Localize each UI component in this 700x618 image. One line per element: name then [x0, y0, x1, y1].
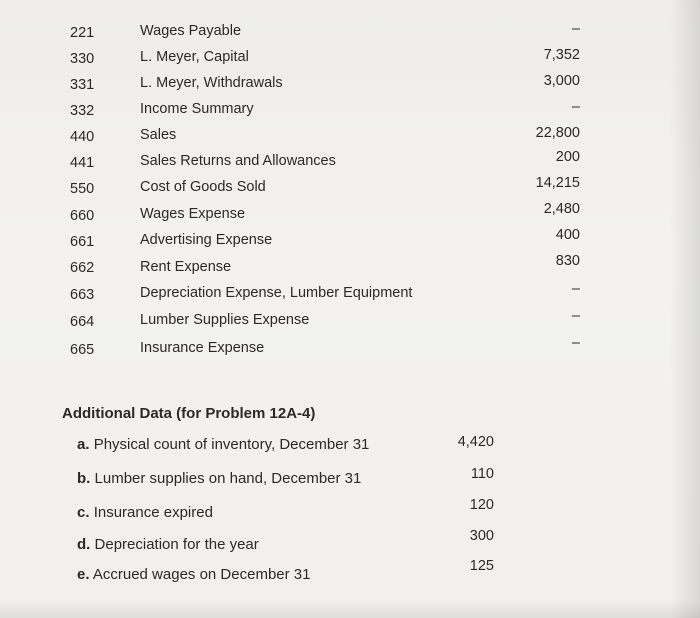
additional-item	[77, 436, 369, 453]
item-value: 125	[469, 558, 494, 574]
account-name: Cost of Goods Sold	[140, 179, 266, 195]
item-letter: a.	[77, 436, 90, 453]
item-text: Physical count of inventory, December 31	[93, 436, 370, 453]
account-number: 665	[70, 342, 95, 358]
account-name: Income Summary	[140, 101, 254, 117]
account-number: 441	[70, 155, 95, 171]
page-bottom-shadow	[0, 600, 700, 618]
account-name: L. Meyer, Withdrawals	[140, 75, 283, 91]
account-name: Advertising Expense	[140, 232, 273, 248]
item-letter: e.	[77, 566, 90, 583]
account-number: 550	[70, 181, 95, 197]
item-letter: c.	[77, 504, 90, 521]
additional-item	[77, 536, 259, 553]
account-name: Rent Expense	[140, 259, 232, 275]
account-amount: 7,352	[543, 47, 580, 63]
account-number: 661	[70, 234, 95, 250]
item-value: 120	[469, 497, 494, 513]
account-number: 221	[70, 25, 95, 41]
item-text: Insurance expired	[93, 504, 213, 521]
account-amount: –	[571, 281, 580, 297]
account-amount: –	[571, 335, 580, 351]
account-number: 440	[70, 129, 95, 145]
item-text: Lumber supplies on hand, December 31	[94, 470, 362, 487]
account-name: Lumber Supplies Expense	[140, 312, 310, 328]
account-name: L. Meyer, Capital	[140, 49, 249, 65]
account-number: 663	[70, 287, 95, 303]
account-number: 662	[70, 260, 95, 276]
account-number: 660	[70, 208, 95, 224]
page-shadow	[670, 0, 700, 618]
additional-item	[77, 470, 361, 487]
additional-data-heading: Additional Data (for Problem 12A-4)	[62, 405, 316, 422]
account-amount: 2,480	[543, 201, 580, 217]
item-text: Accrued wages on December 31	[92, 566, 311, 583]
account-name: Insurance Expense	[140, 340, 265, 356]
additional-item	[77, 504, 213, 521]
account-amount: –	[571, 308, 580, 324]
account-name: Sales	[140, 127, 177, 143]
account-amount: 22,800	[535, 125, 580, 141]
account-number: 332	[70, 103, 95, 119]
account-amount: –	[571, 21, 580, 37]
account-number: 330	[70, 51, 95, 67]
account-name: Wages Payable	[140, 23, 242, 39]
account-amount: 400	[555, 227, 580, 243]
item-text: Depreciation for the year	[94, 536, 259, 553]
account-amount: 14,215	[535, 175, 580, 191]
item-value: 4,420	[457, 434, 494, 450]
account-name: Wages Expense	[140, 206, 246, 222]
account-name: Sales Returns and Allowances	[140, 153, 336, 169]
account-amount: 200	[555, 149, 580, 165]
account-amount: –	[571, 99, 580, 115]
account-name: Depreciation Expense, Lumber Equipment	[140, 285, 413, 301]
item-value: 110	[470, 466, 494, 482]
account-number: 664	[70, 314, 95, 330]
account-number: 331	[70, 77, 95, 93]
account-amount: 830	[555, 253, 580, 269]
item-letter: d.	[77, 536, 91, 553]
additional-item	[77, 566, 310, 583]
account-amount: 3,000	[543, 73, 580, 89]
item-letter: b.	[77, 470, 91, 487]
item-value: 300	[469, 528, 494, 544]
